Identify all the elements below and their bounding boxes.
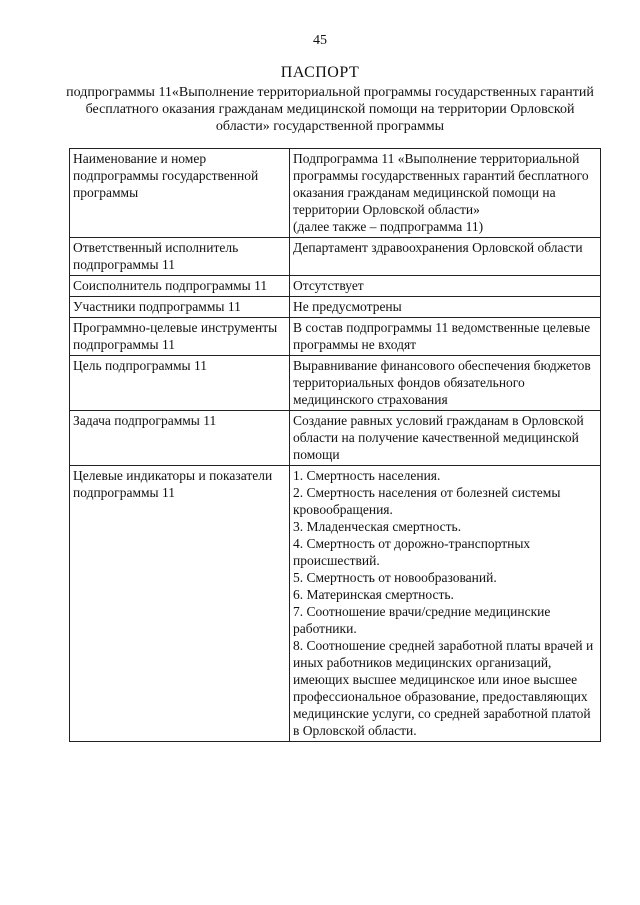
table-row-executor	[70, 238, 601, 276]
indicator-item: 7. Соотношение врачи/средние медицинские работники.	[293, 604, 551, 636]
row-value: Департамент здравоохранения Орловской области	[290, 238, 601, 276]
row-value: Создание равных условий гражданам в Орловской области на получение качественной медицинской помощи	[290, 411, 601, 466]
indicator-item: 3. Младенческая смертность.	[293, 519, 462, 534]
page-number: 45	[313, 33, 327, 48]
indicator-item: 4. Смертность от дорожно-транспортных происшествий.	[293, 536, 531, 568]
row-label: Наименование и номер подпрограммы государственной программы	[70, 149, 290, 238]
table-row-task	[70, 411, 601, 466]
row-label: Целевые индикаторы и показатели подпрограммы 11	[70, 466, 290, 742]
indicator-item: 6. Материнская смертность.	[293, 587, 454, 602]
table-row-name	[70, 149, 601, 238]
row-value: В состав подпрограммы 11 ведомственные целевые программы не входят	[290, 318, 601, 356]
table-row-coexecutor	[70, 276, 601, 297]
row-value: Отсутствует	[290, 276, 601, 297]
indicator-item: 2. Смертность населения от болезней системы кровообращения.	[293, 485, 561, 517]
row-label: Программно-целевые инструменты подпрограммы 11	[70, 318, 290, 356]
table-row-instruments	[70, 318, 601, 356]
passport-table	[69, 148, 601, 742]
table-row-participants	[70, 297, 601, 318]
row-value-text: Подпрограмма 11 «Выполнение территориальной программы государственных гарантий бесплатного оказания гражданам медицинской помощи на территории Орловской области»	[293, 151, 589, 217]
row-label: Задача подпрограммы 11	[70, 411, 290, 466]
row-value	[290, 149, 601, 238]
row-label: Цель подпрограммы 11	[70, 356, 290, 411]
indicator-item: 5. Смертность от новообразований.	[293, 570, 497, 585]
table-row-goal	[70, 356, 601, 411]
row-label: Соисполнитель подпрограммы 11	[70, 276, 290, 297]
table-row-indicators	[70, 466, 601, 742]
indicator-item: 8. Соотношение средней заработной платы врачей и иных работников медицинских организаций, имеющих высшее медицинское или иное высшее профессиональное образование, предоставляющих медицинские услуги, со средней заработной платой в Орловской области.	[293, 638, 594, 738]
row-label: Ответственный исполнитель подпрограммы 11	[70, 238, 290, 276]
indicator-item: 1. Смертность населения.	[293, 468, 441, 483]
document-subtitle: подпрограммы 11«Выполнение территориальной программы государственных гарантий бесплатного оказания гражданам медицинской помощи на территории Орловской области» государственной программы	[66, 85, 594, 134]
row-value: Не предусмотрены	[290, 297, 601, 318]
row-value-note: (далее также – подпрограмма 11)	[293, 219, 484, 234]
document-title: ПАСПОРТ	[280, 64, 360, 81]
row-value: Выравнивание финансового обеспечения бюджетов территориальных фондов обязательного медицинского страхования	[290, 356, 601, 411]
row-label: Участники подпрограммы 11	[70, 297, 290, 318]
indicator-list	[290, 466, 601, 742]
